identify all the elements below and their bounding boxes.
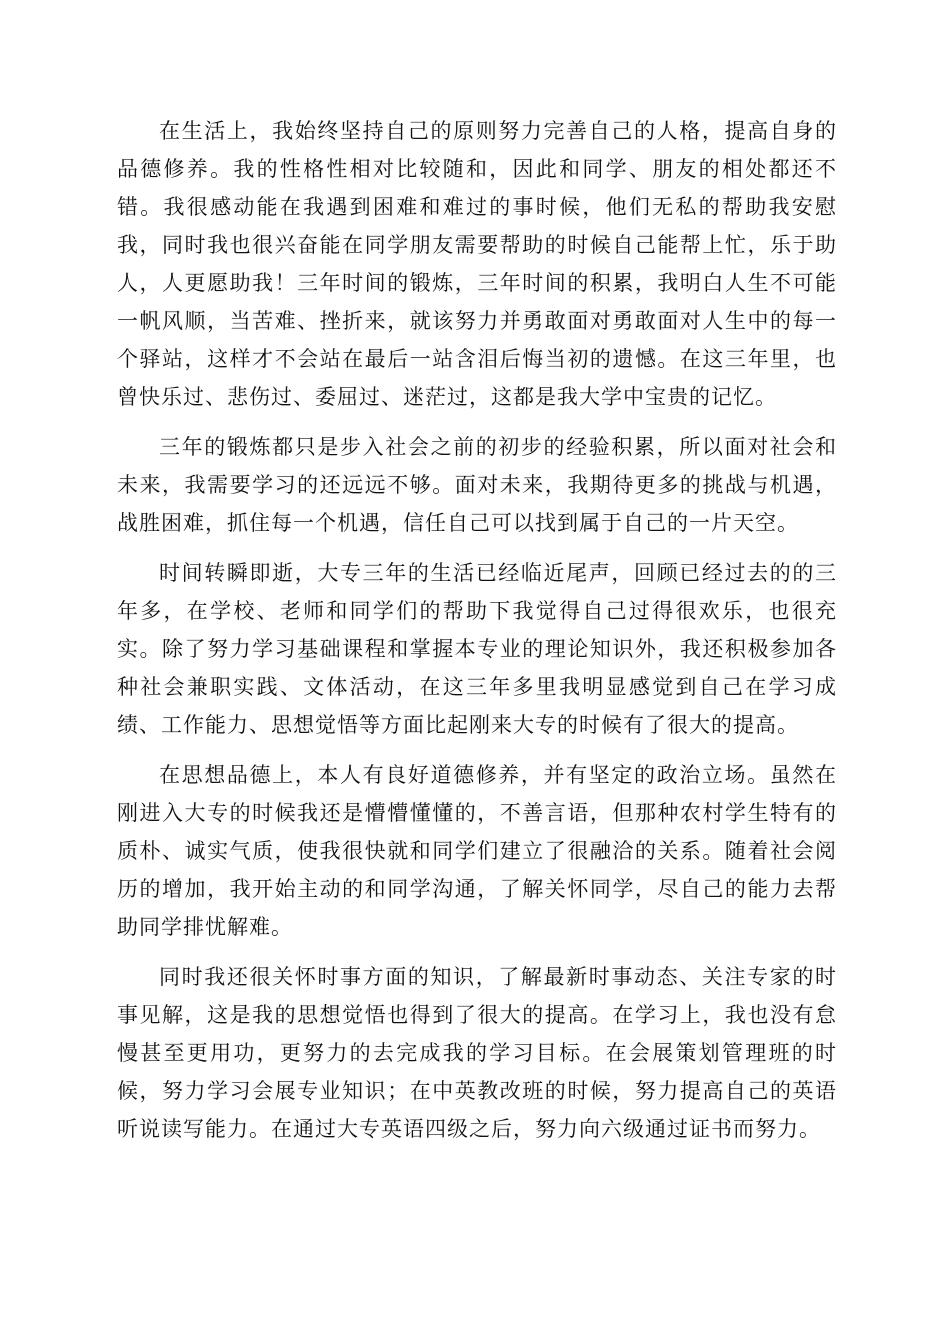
paragraph-life: 在生活上，我始终坚持自己的原则努力完善自己的人格，提高自身的品德修养。我的性格性相对比较随和，因此和同学、朋友的相处都还不错。我很感动能在我遇到困难和难过的事时候，他们无私的帮助我安慰我，同时我也很兴奋能在同学朋友需要帮助的时候自己能帮上忙，乐于助人，人更愿助我！三年时间的锻炼，三年时间的积累，我明白人生不可能一帆风顺，当苦难、挫折来，就该努力并勇敢面对勇敢面对人生中的每一个驿站，这样才不会站在最后一站含泪后悔当初的遗憾。在这三年里，也曾快乐过、悲伤过、委屈过、迷茫过，这都是我大学中宝贵的记忆。 [117,119,837,409]
paragraph-college-review: 时间转瞬即逝，大专三年的生活已经临近尾声，回顾已经过去的的三年多，在学校、老师和同学们的帮助下我觉得自己过得很欢乐，也很充实。除了努力学习基础课程和掌握本专业的理论知识外，我还积极参加各种社会兼职实践、文体活动，在这三年多里我明显感觉到自己在学习成绩、工作能力、思想觉悟等方面比起刚来大专的时候有了很大的提高。 [117,561,837,737]
paragraph-ideology: 在思想品德上，本人有良好道德修养，并有坚定的政治立场。虽然在刚进入大专的时候我还是懵懵懂懂的，不善言语，但那种农村学生特有的质朴、诚实气质，使我很快就和同学们建立了很融洽的关系。随着社会阅历的增加，我开始主动的和同学沟通，了解关怀同学，尽自己的能力去帮助同学排忧解难。 [117,763,837,939]
paragraph-study: 同时我还很关怀时事方面的知识，了解最新时事动态、关注专家的时事见解，这是我的思想觉悟也得到了很大的提高。在学习上，我也没有怠慢甚至更用功，更努力的去完成我的学习目标。在会展策划管理班的时候，努力学习会展专业知识；在中英教改班的时候，努力提高自己的英语听说读写能力。在通过大专英语四级之后，努力向六级通过证书而努力。 [117,965,837,1141]
document-body [117,112,837,1148]
paragraph-future: 三年的锻炼都只是步入社会之前的初步的经验积累，所以面对社会和未来，我需要学习的还远远不够。面对未来，我期待更多的挑战与机遇，战胜困难，抓住每一个机遇，信任自己可以找到属于自己的一片天空。 [117,435,837,535]
